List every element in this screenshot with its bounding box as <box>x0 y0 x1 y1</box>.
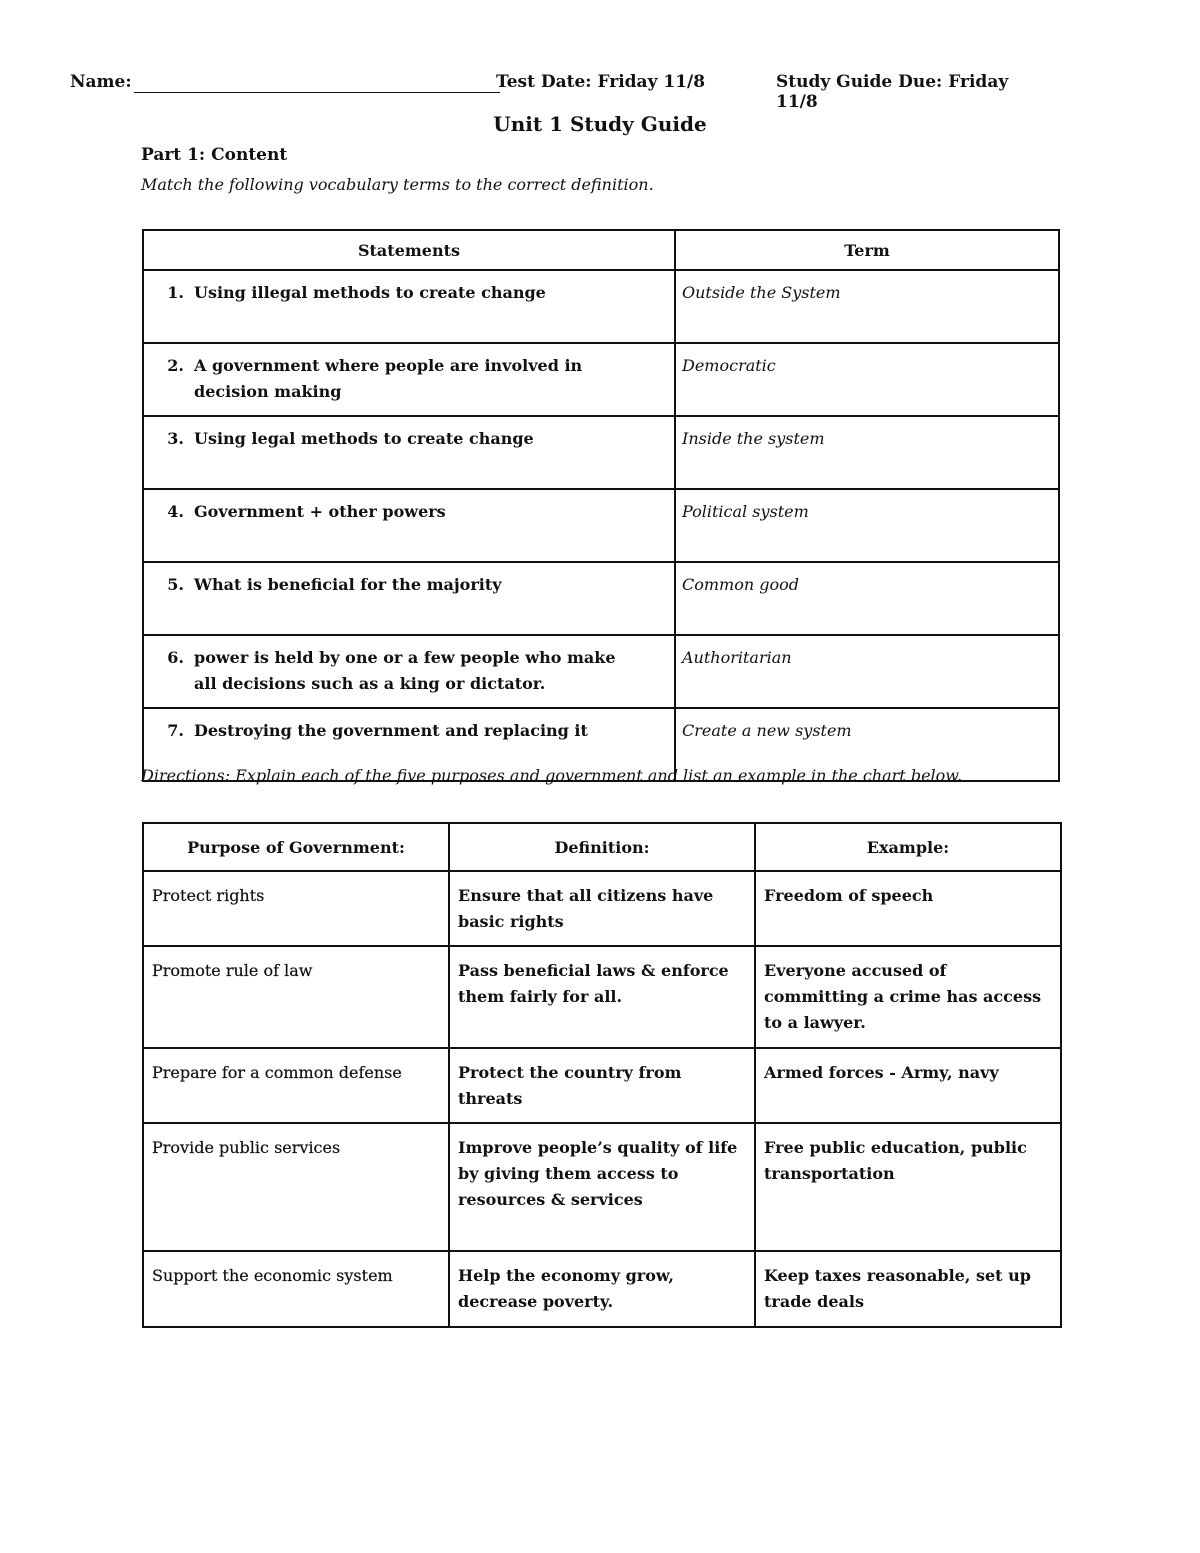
term-cell: Outside the System <box>675 270 1059 343</box>
definition-cell: Ensure that all citizens have basic rights <box>449 871 755 946</box>
term-cell: Common good <box>675 562 1059 635</box>
row-number: 7. <box>167 721 184 740</box>
purpose-cell: Support the economic system <box>143 1251 449 1327</box>
table-row <box>143 343 1059 416</box>
table-header-row <box>143 823 1061 871</box>
table-row <box>143 562 1059 635</box>
definition-cell: Pass beneficial laws & enforce them fairly for all. <box>449 946 755 1048</box>
part1-heading: Part 1: Content <box>141 145 288 165</box>
table-row <box>143 946 1061 1048</box>
part1-instruction: Match the following vocabulary terms to the correct definition. <box>141 175 654 194</box>
statement-text: Using illegal methods to create change <box>194 283 546 302</box>
statement-cell <box>143 635 675 708</box>
table-row <box>143 635 1059 708</box>
definition-cell: Improve people’s quality of life by giving them access to resources & services <box>449 1123 755 1251</box>
due-date: Study Guide Due: Friday 11/8 <box>776 72 1009 112</box>
example-cell: Everyone accused of committing a crime has access to a lawyer. <box>755 946 1061 1048</box>
example-cell: Keep taxes reasonable, set up trade deals <box>755 1251 1061 1327</box>
statement-text: Destroying the government and replacing it <box>194 721 588 740</box>
row-number: 4. <box>167 502 184 521</box>
column-header: Purpose of Government: <box>143 823 449 871</box>
column-header: Term <box>675 230 1059 270</box>
name-blank-line <box>134 92 500 93</box>
statement-cell <box>143 562 675 635</box>
purpose-cell: Promote rule of law <box>143 946 449 1048</box>
term-cell: Create a new system <box>675 708 1059 781</box>
row-number: 3. <box>167 429 184 448</box>
statement-text: power is held by one or a few people who make all decisions such as a king or dictator. <box>194 648 616 693</box>
name-label: Name: <box>70 72 132 92</box>
statement-text: Government + other powers <box>194 502 446 521</box>
definition-cell: Protect the country from threats <box>449 1048 755 1123</box>
table-row <box>143 416 1059 489</box>
page-title: Unit 1 Study Guide <box>493 112 707 136</box>
table-header-row <box>143 230 1059 270</box>
column-header: Definition: <box>449 823 755 871</box>
example-cell: Free public education, public transportation <box>755 1123 1061 1251</box>
purpose-cell: Provide public services <box>143 1123 449 1251</box>
statement-cell <box>143 343 675 416</box>
term-cell: Inside the system <box>675 416 1059 489</box>
example-cell: Freedom of speech <box>755 871 1061 946</box>
table-row <box>143 1048 1061 1123</box>
example-cell: Armed forces - Army, navy <box>755 1048 1061 1123</box>
column-header: Example: <box>755 823 1061 871</box>
test-date: Test Date: Friday 11/8 <box>496 72 706 92</box>
table-row <box>143 871 1061 946</box>
row-number: 1. <box>167 283 184 302</box>
statement-text: A government where people are involved in decision making <box>194 356 583 401</box>
statement-cell <box>143 416 675 489</box>
term-cell: Political system <box>675 489 1059 562</box>
purpose-table <box>142 822 1062 1328</box>
purpose-cell: Prepare for a common defense <box>143 1048 449 1123</box>
directions: Directions: Explain each of the five purposes and government and list an example in the chart below. <box>141 766 963 785</box>
table-row <box>143 270 1059 343</box>
statement-text: Using legal methods to create change <box>194 429 534 448</box>
row-number: 2. <box>167 356 184 375</box>
statement-cell <box>143 270 675 343</box>
row-number: 6. <box>167 648 184 667</box>
term-cell: Authoritarian <box>675 635 1059 708</box>
table-row <box>143 1123 1061 1251</box>
statement-cell <box>143 489 675 562</box>
purpose-cell: Protect rights <box>143 871 449 946</box>
column-header: Statements <box>143 230 675 270</box>
table-row <box>143 1251 1061 1327</box>
table-row <box>143 489 1059 562</box>
header <box>70 72 1050 112</box>
row-number: 5. <box>167 575 184 594</box>
definition-cell: Help the economy grow, decrease poverty. <box>449 1251 755 1327</box>
statement-text: What is beneficial for the majority <box>194 575 502 594</box>
term-cell: Democratic <box>675 343 1059 416</box>
vocab-table <box>142 229 1060 782</box>
